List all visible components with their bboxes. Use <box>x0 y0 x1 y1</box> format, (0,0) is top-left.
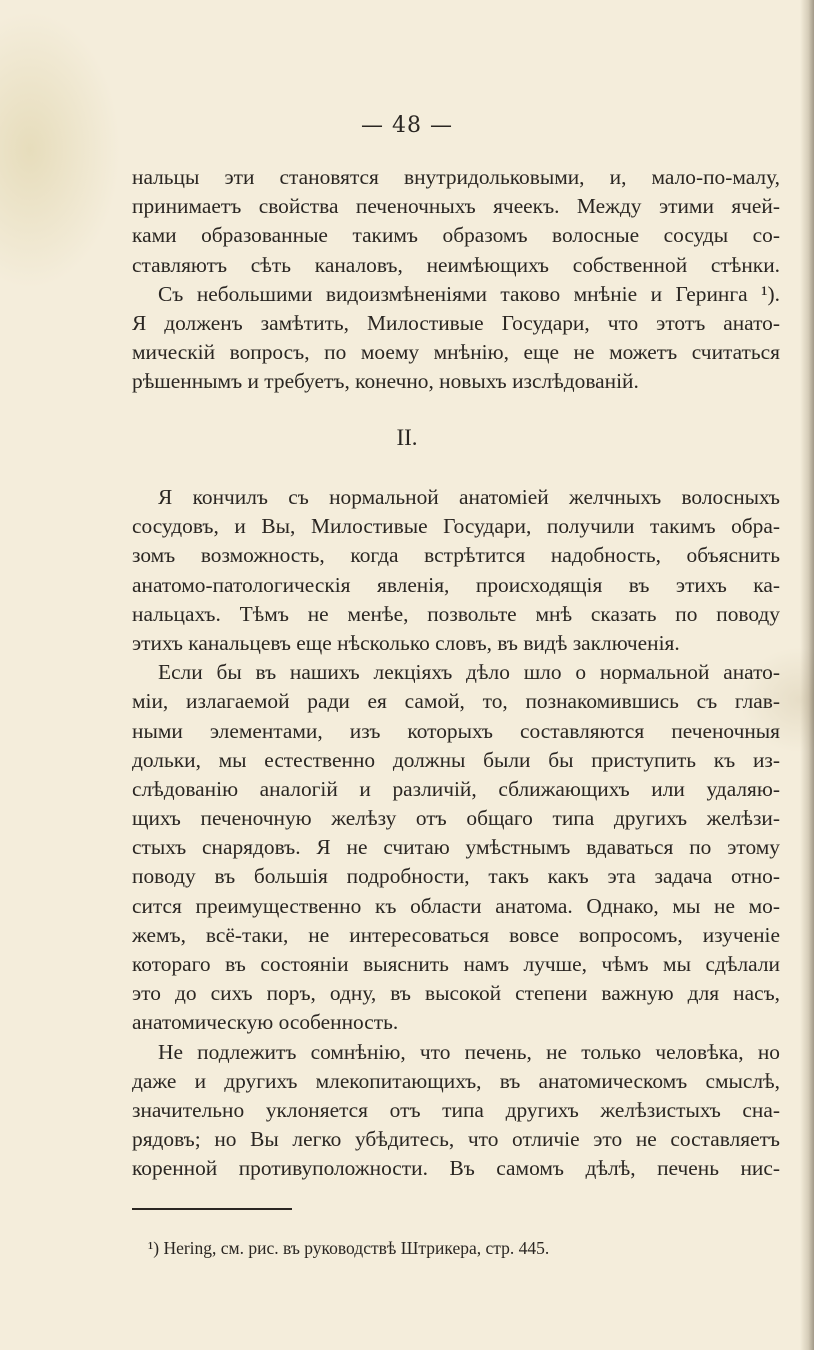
text-line: щихъ печеночную желѣзу отъ общаго типа другихъ желѣзи- <box>132 806 780 831</box>
text-line: рѣшеннымъ и требуетъ, конечно, новыхъ изслѣдованій. <box>132 369 639 394</box>
text-line: жемъ, всё-таки, не интересоваться вовсе вопросомъ, изученіе <box>132 922 780 947</box>
text-line: сится преимущественно къ области анатома. Однако, мы не мо- <box>132 893 780 918</box>
text-line: ставляютъ сѣть каналовъ, неимѣющихъ собственной стѣнки. <box>132 252 780 277</box>
footnote: ¹) Hering, см. рис. въ руководствѣ Штрикера, стр. 445. <box>148 1238 550 1258</box>
text-line: поводу въ большія подробности, такъ какъ эта задача отно- <box>132 864 780 889</box>
text-line: слѣдованію аналогій и различій, сближающихъ или удаляю- <box>132 776 780 801</box>
text-block-2 <box>132 483 780 1184</box>
text-line: Если бы въ нашихъ лекціяхъ дѣло шло о нормальной анато- <box>158 660 780 685</box>
page-number: — 48 — <box>361 113 453 138</box>
text-line: принимаетъ свойства печеночныхъ ячеекъ. Между этими ячей- <box>132 194 780 219</box>
text-line: Я кончилъ съ нормальной анатоміей желчныхъ волосныхъ <box>158 485 780 509</box>
text-line: ными элементами, изъ которыхъ составляются печеночныя <box>132 718 780 743</box>
text-line: сосудовъ, и Вы, Милостивые Государи, получили такимъ обра- <box>132 514 780 539</box>
text-line: ками образованные такимъ образомъ волосные сосуды со- <box>132 223 780 248</box>
footnote-divider <box>132 1208 292 1210</box>
text-line: міи, излагаемой ради ея самой, то, познакомившись съ глав- <box>132 689 780 714</box>
text-line: Не подлежитъ сомнѣнію, что печень, не только человѣка, но <box>158 1039 780 1064</box>
text-line: анатомо-патологическія явленія, происходящія въ этихъ ка- <box>132 572 780 597</box>
text-line: стыхъ снарядовъ. Я не считаю умѣстнымъ вдаваться по этому <box>132 835 780 860</box>
text-line: зомъ возможность, когда встрѣтится надобность, объяснить <box>132 543 780 568</box>
page-binding-shadow <box>800 0 814 1350</box>
text-block-1 <box>132 163 780 397</box>
text-line: даже и другихъ млекопитающихъ, въ анатомическомъ смыслѣ, <box>132 1068 780 1093</box>
text-line: значительно уклоняется отъ типа другихъ желѣзистыхъ сна- <box>132 1097 780 1122</box>
text-line: мическій вопросъ, по моему мнѣнію, еще не можетъ считаться <box>132 340 780 365</box>
text-line: Съ небольшими видоизмѣненіями таково мнѣніе и Геринга ¹). <box>158 281 780 306</box>
text-line: Я долженъ замѣтить, Милостивые Государи, что этотъ анато- <box>132 310 780 335</box>
text-line: нальцы эти становятся внутридольковыми, и, мало-по-малу, <box>132 165 780 189</box>
text-line: коренной противуположности. Въ самомъ дѣлѣ, печень нис- <box>132 1156 780 1181</box>
text-line: нальцахъ. Тѣмъ не менѣе, позвольте мнѣ сказать по поводу <box>132 601 780 626</box>
text-line: дольки, мы естественно должны были бы приступить къ из- <box>132 747 780 772</box>
section-heading: II. <box>396 425 418 450</box>
text-line: это до сихъ поръ, одну, въ высокой степени важную для насъ, <box>132 981 780 1006</box>
text-line: рядовъ; но Вы легко убѣдитесь, что отличіе это не составляетъ <box>132 1127 780 1152</box>
text-line: этихъ канальцевъ еще нѣсколько словъ, въ видѣ заключенія. <box>132 630 680 655</box>
text-line: котораго въ состояніи выяснить намъ лучше, чѣмъ мы сдѣлали <box>132 952 780 976</box>
text-line: анатомическую особенность. <box>132 1010 399 1035</box>
